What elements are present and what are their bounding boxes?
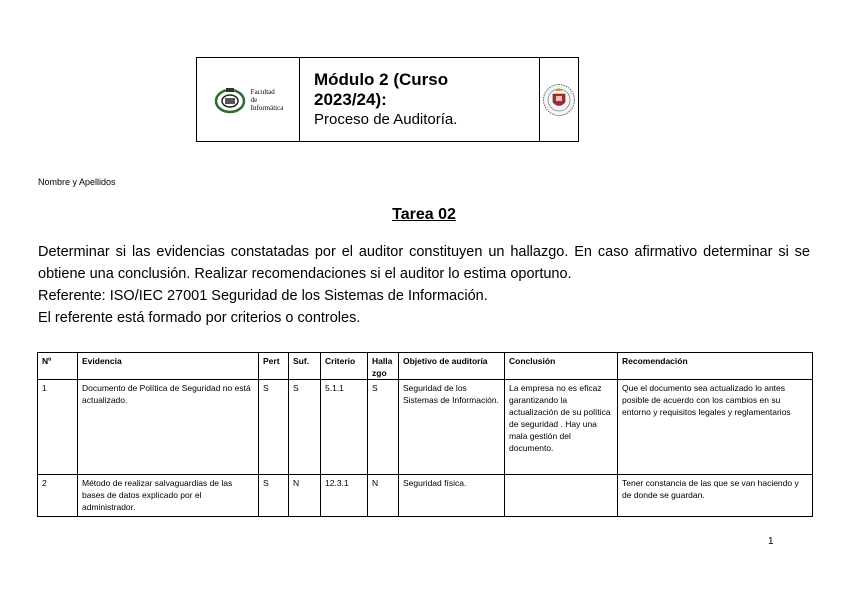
- table-row: [38, 380, 813, 475]
- description-line: Referente: ISO/IEC 27001 Seguridad de los Sistemas de Información.: [38, 288, 488, 304]
- cell-evidencia: Documento de Política de Seguridad no está actualizado.: [78, 380, 259, 475]
- cell-pert: S: [259, 380, 289, 475]
- faculty-line: Informática: [250, 103, 284, 112]
- cell-criterio: 12.3.1: [321, 475, 368, 517]
- page-number: 1: [768, 536, 774, 547]
- cell-conclusion: [505, 475, 618, 517]
- cell-evidencia: Método de realizar salvaguardias de las bases de datos explicado por el administrador.: [78, 475, 259, 517]
- module-title-line1: Módulo 2 (Curso: [314, 70, 449, 89]
- cell-conclusion: La empresa no es eficaz garantizando la actualización de su política de seguridad . Hay una mala gestión del documento.: [505, 380, 618, 475]
- cell-suf: N: [289, 475, 321, 517]
- faculty-logo-icon: [213, 85, 247, 115]
- module-title-cell: [300, 58, 540, 141]
- header-cell: Suf.: [289, 353, 321, 380]
- faculty-logo-cell: [197, 58, 300, 141]
- university-seal-cell: [540, 58, 578, 141]
- task-title: Tarea 02: [392, 206, 456, 223]
- header-cell: Hallazgo: [368, 353, 399, 380]
- name-label: Nombre y Apellidos: [38, 177, 116, 187]
- faculty-line: Facultad: [250, 87, 275, 96]
- cell-pert: S: [259, 475, 289, 517]
- cell-n: 1: [38, 380, 78, 475]
- cell-objetivo: Seguridad física.: [399, 475, 505, 517]
- document-header: [196, 57, 579, 142]
- audit-table: [37, 352, 813, 517]
- header-cell: Criterio: [321, 353, 368, 380]
- module-title-line2: 2023/24):: [314, 90, 387, 109]
- table-row: [38, 475, 813, 517]
- faculty-line: de: [250, 95, 258, 104]
- description-line: Determinar si las evidencias constatadas por el auditor constituyen un hallazgo. En caso afirmativo determinar si se obtiene una conclusión. Realizar recomendaciones si el auditor lo estima oportuno.: [38, 244, 810, 282]
- header-cell: Recomendación: [618, 353, 813, 380]
- cell-hallazgo: S: [368, 380, 399, 475]
- cell-recomendacion: Tener constancia de las que se van haciendo y de donde se guardan.: [618, 475, 813, 517]
- module-subtitle: Proceso de Auditoría.: [314, 111, 458, 128]
- cell-recomendacion: Que el documento sea actualizado lo antes posible de acuerdo con los cambios en su entorno y requisitos legales y reglamentarios: [618, 380, 813, 475]
- header-cell: Conclusión: [505, 353, 618, 380]
- cell-objetivo: Seguridad de los Sistemas de Información.: [399, 380, 505, 475]
- header-cell: Objetivo de auditoría: [399, 353, 505, 380]
- cell-n: 2: [38, 475, 78, 517]
- cell-criterio: 5.1.1: [321, 380, 368, 475]
- cell-suf: S: [289, 380, 321, 475]
- description-line: El referente está formado por criterios o controles.: [38, 310, 361, 326]
- header-cell: Pert: [259, 353, 289, 380]
- faculty-name: [251, 88, 284, 112]
- table-header-row: [38, 353, 813, 380]
- university-seal-icon: [542, 83, 576, 117]
- header-cell: Nº: [38, 353, 78, 380]
- task-description: [38, 241, 810, 329]
- cell-hallazgo: N: [368, 475, 399, 517]
- header-cell: Evidencia: [78, 353, 259, 380]
